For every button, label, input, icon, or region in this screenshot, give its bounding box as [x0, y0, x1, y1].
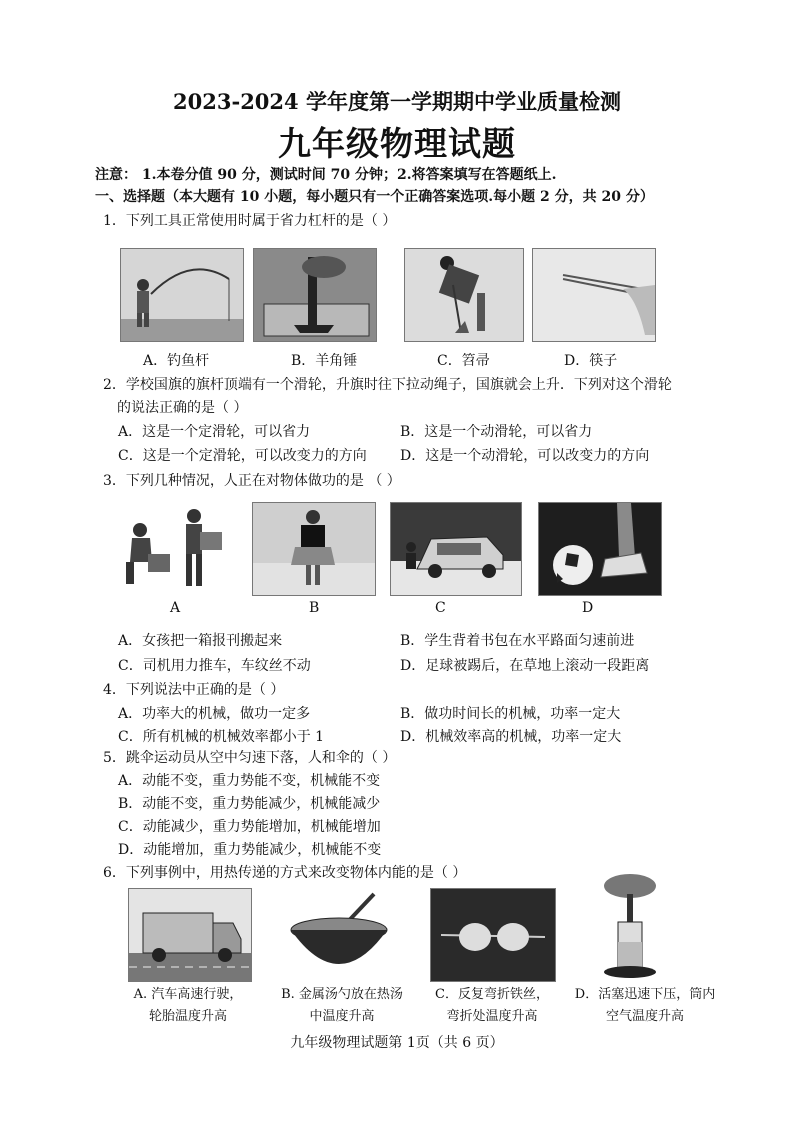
piston-cylinder-image [590, 872, 670, 980]
q1-option-d: D．筷子 [564, 353, 618, 369]
student-backpack-image [252, 502, 376, 596]
q3-label-c: C [435, 600, 446, 616]
pushing-car-image [390, 502, 522, 596]
q3-stem: 3．下列几种情况，人正在对物体做功的是 （ ） [103, 473, 401, 489]
fishing-rod-image [120, 248, 244, 342]
broom-image [404, 248, 524, 342]
q2-option-a: A．这是一个定滑轮，可以省力 [118, 424, 311, 440]
q4-option-d: D．机械效率高的机械，功率一定大 [400, 729, 622, 745]
q2-stem-line2: 的说法正确的是（ ） [117, 400, 248, 416]
q1-option-b: B．羊角锤 [291, 353, 358, 369]
q6-caption-d-line2: 空气温度升高 [605, 1009, 684, 1024]
q1-option-a: A．钓鱼杆 [143, 353, 210, 369]
exam-subtitle: 九年级物理试题 [278, 124, 516, 163]
truck-image [128, 888, 252, 982]
q4-option-b: B．做功时间长的机械，功率一定大 [400, 706, 621, 722]
q3-label-a: A [170, 600, 181, 616]
q4-stem: 4．下列说法中正确的是（ ） [103, 682, 285, 698]
claw-hammer-image [253, 248, 377, 342]
q3-label-d: D [582, 600, 594, 616]
q3-option-a: A．女孩把一箱报刊搬起来 [118, 633, 283, 649]
q2-stem-line1: 2．学校国旗的旗杆顶端有一个滑轮，升旗时往下拉动绳子，国旗就会上升．下列对这个滑轮 [103, 377, 672, 393]
q6-stem: 6．下列事例中，用热传递的方式来改变物体内能的是（ ） [103, 865, 467, 881]
soup-bowl-image [284, 888, 394, 980]
q4-option-c: C．所有机械的机械效率都小于 1 [118, 729, 325, 745]
page-footer: 九年级物理试题第 1页（共 6 页） [290, 1035, 504, 1051]
q6-caption-c-line1: C．反复弯折铁丝， [435, 987, 549, 1002]
q2-option-c: C．这是一个定滑轮，可以改变力的方向 [118, 448, 367, 464]
q2-option-b: B．这是一个动滑轮，可以省力 [400, 424, 593, 440]
q6-caption-a [108, 984, 268, 1028]
q6-caption-d [560, 984, 730, 1028]
q1-stem: 1．下列工具正常使用时属于省力杠杆的是（ ） [103, 213, 397, 229]
q3-label-b: B [309, 600, 320, 616]
girl-lifting-box-image [112, 502, 234, 594]
q3-option-c: C．司机用力推车，车纹丝不动 [118, 658, 311, 674]
notice-text: 注意： 1.本卷分值 90 分，测试时间 70 分钟；2.将答案填写在答题纸上. [95, 167, 557, 183]
q6-caption-a-line2: 轮胎温度升高 [148, 1009, 227, 1024]
kicking-ball-image [538, 502, 662, 596]
q5-option-a: A．动能不变，重力势能不变，机械能不变 [118, 773, 381, 789]
q4-option-a: A．功率大的机械，做功一定多 [118, 706, 311, 722]
q6-caption-b-line1: B. 金属汤勺放在热汤 [281, 987, 403, 1002]
q6-caption-b-line2: 中温度升高 [309, 1009, 375, 1024]
q5-option-d: D．动能增加，重力势能减少，机械能不变 [118, 842, 382, 858]
q5-option-c: C．动能减少，重力势能增加，机械能增加 [118, 819, 381, 835]
q3-option-d: D．足球被踢后，在草地上滚动一段距离 [400, 658, 650, 674]
q3-option-b: B．学生背着书包在水平路面匀速前进 [400, 633, 635, 649]
exam-title: 2023-2024 学年度第一学期期中学业质量检测 [173, 89, 621, 114]
q6-caption-b [262, 984, 422, 1028]
chopsticks-image [532, 248, 656, 342]
q6-caption-c [412, 984, 572, 1028]
section-heading: 一、选择题（本大题有 10 小题，每小题只有一个正确答案选项.每小题 2 分，共 20 分） [95, 189, 654, 205]
q5-option-b: B．动能不变，重力势能减少，机械能减少 [118, 796, 381, 812]
q5-stem: 5．跳伞运动员从空中匀速下落，人和伞的（ ） [103, 750, 397, 766]
q6-caption-c-line2: 弯折处温度升高 [446, 1009, 538, 1024]
bending-wire-image [430, 888, 556, 982]
q6-caption-a-line1: A. 汽车高速行驶， [133, 987, 243, 1002]
q2-option-d: D．这是一个动滑轮，可以改变力的方向 [400, 448, 650, 464]
q6-caption-d-line1: D．活塞迅速下压，筒内 [574, 987, 716, 1002]
q1-option-c: C．笤帚 [437, 353, 490, 369]
